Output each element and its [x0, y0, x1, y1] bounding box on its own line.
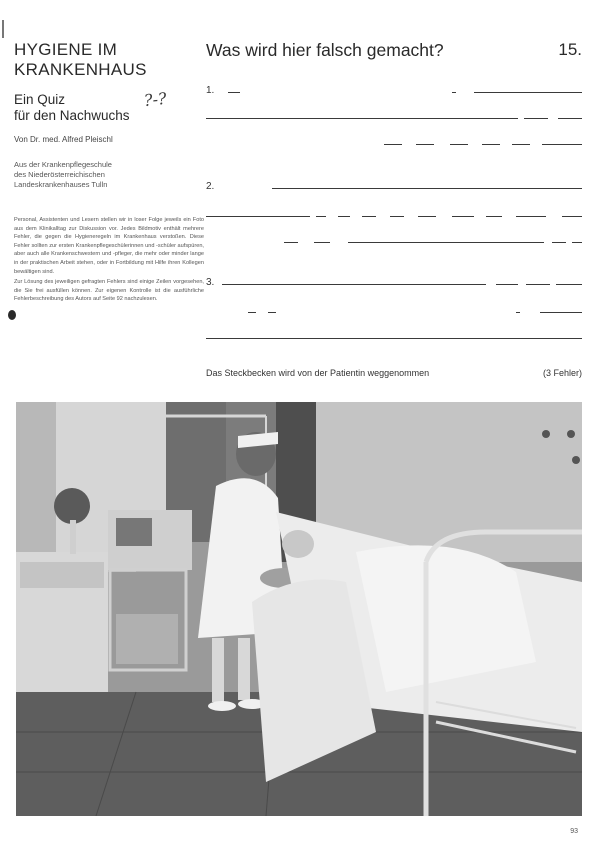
answer-line — [542, 144, 582, 145]
subtitle-row — [14, 88, 204, 126]
photo-caption: Das Steckbecken wird von der Patientin weggenommen — [206, 368, 430, 378]
answer-line — [512, 144, 530, 145]
answer-line — [228, 92, 240, 93]
title-line-2: KRANKENHAUS — [14, 60, 147, 79]
error-count: (3 Fehler) — [542, 368, 582, 378]
page-number: 93 — [570, 828, 578, 835]
answer-line — [206, 338, 582, 339]
title-line-1: HYGIENE IM — [14, 40, 118, 59]
answer-line — [268, 312, 276, 313]
answer-line — [348, 242, 544, 243]
answer-line — [316, 216, 326, 217]
answer-line — [526, 284, 550, 285]
article-title — [14, 40, 204, 80]
answer-line — [556, 284, 582, 285]
answer-line — [558, 118, 582, 119]
margin-mark — [2, 20, 4, 38]
answer-number-2: 2. — [206, 181, 215, 192]
answer-number-1: 1. — [206, 85, 215, 96]
answer-line — [284, 242, 298, 243]
answer-line — [418, 216, 436, 217]
institute-line-3: Landeskrankenhauses Tulln — [14, 180, 108, 189]
right-column — [206, 40, 582, 378]
left-column — [14, 40, 204, 306]
answer-line — [390, 216, 404, 217]
answer-line — [452, 92, 456, 93]
answer-line — [384, 144, 402, 145]
answer-line — [540, 312, 582, 313]
hospital-room-photo — [16, 402, 582, 816]
handwritten-note: ?-? — [143, 88, 168, 111]
subtitle-line-1: Ein Quiz — [14, 92, 66, 107]
answer-line — [482, 144, 500, 145]
quiz-number: 15. — [558, 40, 582, 59]
answer-line — [486, 216, 502, 217]
answer-number-3: 3. — [206, 277, 215, 288]
subtitle — [14, 92, 204, 124]
answer-line — [552, 242, 566, 243]
answer-line — [516, 312, 520, 313]
quiz-question: Was wird hier falsch gemacht? — [206, 40, 444, 60]
answer-line — [272, 188, 582, 189]
answer-line — [222, 284, 486, 285]
answer-line — [314, 242, 330, 243]
intro-text — [14, 216, 204, 304]
answer-line — [474, 92, 582, 93]
intro-paragraph-1: Personal, Assistenten und Lesern stellen wir in loser Folge jeweils ein Foto aus dem Klinikalltag zur Diskussion vor. Jedes Bildmotiv enthält mehrere Fehler, die gegen die Hygieneregeln im Krankenhaus verstoßen. Diese Fehler sollten zur ersten Krankenpflegeschülerinnen und -schüler aufspüren, aber auch alle Krankenschwestern und -pfleger, die mehr oder minder lange in der praktischen Arbeit stehen, oder in Fortbildung mit Hilfe ihren Kollegen bewältigen sind. — [14, 217, 204, 275]
intro-paragraph-2: Zur Lösung des jeweiligen gefragten Fehlers sind einige Zeilen vorgesehen, die Sie frei ausfüllen können. Zur eigenen Kontrolle ist die ausführliche Fehlerbeschreibung des Autors auf Seite 92 nachzulesen. — [14, 279, 204, 303]
answer-line — [496, 284, 518, 285]
answer-line — [206, 118, 518, 119]
answer-line — [452, 216, 474, 217]
answer-line — [248, 312, 256, 313]
answer-line — [338, 216, 350, 217]
institute-line-1: Aus der Krankenpflegeschule — [14, 160, 112, 169]
answer-line — [516, 216, 546, 217]
answer-line — [416, 144, 434, 145]
answer-line — [562, 216, 582, 217]
subtitle-line-2: für den Nachwuchs — [14, 108, 130, 123]
author-line: Von Dr. med. Alfred Pleischl — [14, 135, 113, 144]
answer-line — [362, 216, 376, 217]
institute-line-2: des Niederösterreichischen — [14, 170, 105, 179]
institute-block — [14, 160, 204, 190]
answer-line — [572, 242, 582, 243]
answer-line — [206, 216, 310, 217]
answer-line — [450, 144, 468, 145]
answer-line — [524, 118, 548, 119]
punch-hole — [8, 310, 16, 320]
